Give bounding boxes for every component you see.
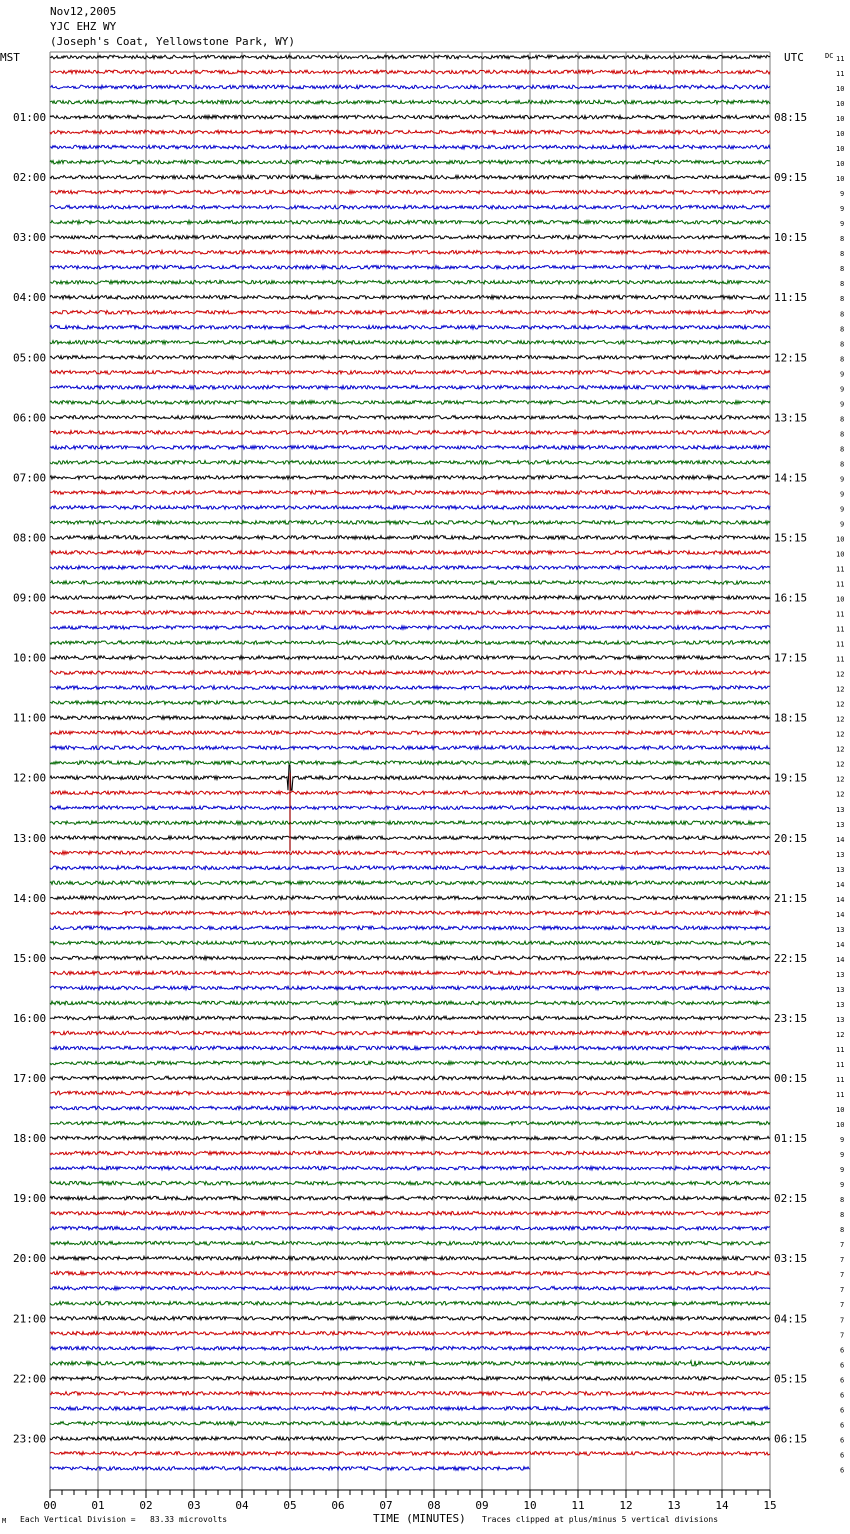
right-hour-label: 05:15 (774, 1372, 808, 1386)
x-tick-label-09: 09 (475, 1499, 489, 1512)
trace-79 (50, 1241, 770, 1245)
trace-0 (50, 55, 770, 59)
x-tick-label-10: 10 (523, 1499, 537, 1512)
dc-offset-value: 11 (836, 565, 845, 574)
dc-offset-value: 14 (836, 940, 845, 949)
trace-55 (50, 881, 770, 885)
dc-offset-value: 8 (840, 310, 845, 319)
trace-11 (50, 220, 770, 224)
trace-50 (50, 806, 770, 810)
right-hour-label: 18:15 (774, 711, 808, 725)
dc-offset-value: 8 (840, 340, 845, 349)
x-tick-label-03: 03 (187, 1499, 201, 1512)
dc-offset-value: 12 (836, 775, 845, 784)
trace-83 (50, 1302, 770, 1306)
dc-offset-value: 8 (840, 1196, 845, 1205)
x-tick-label-01: 01 (91, 1499, 105, 1512)
dc-offset-value: 10 (836, 85, 845, 94)
dc-offset-value: 8 (840, 235, 845, 244)
dc-offset-value: 7 (840, 1316, 845, 1325)
trace-38 (50, 626, 770, 630)
dc-offset-value: 11 (836, 1045, 845, 1054)
x-tick-label-11: 11 (571, 1499, 585, 1512)
right-hour-label: 21:15 (774, 891, 808, 905)
x-axis-title: TIME (MINUTES) (373, 1512, 466, 1525)
trace-66 (50, 1046, 770, 1050)
trace-63 (50, 1001, 770, 1005)
dc-offset-value: 11 (836, 625, 845, 634)
clip-note: Traces clipped at plus/minus 5 vertical divisions (482, 1515, 719, 1524)
dc-offset-value: 9 (840, 370, 845, 379)
trace-42 (50, 686, 770, 690)
dc-offset-value: 9 (840, 520, 845, 529)
trace-1 (50, 70, 770, 74)
trace-15 (50, 280, 770, 284)
x-tick-label-13: 13 (667, 1499, 681, 1512)
trace-44 (50, 716, 770, 720)
dc-offset-value: 11 (836, 55, 845, 63)
trace-18 (50, 326, 770, 330)
dc-offset-value: 10 (836, 175, 845, 184)
trace-69 (50, 1091, 770, 1095)
right-hour-label: 11:15 (774, 291, 808, 305)
station-location: (Joseph's Coat, Yellowstone Park, WY) (50, 35, 296, 48)
dc-offset-value: 7 (840, 1301, 845, 1310)
trace-78 (50, 1226, 770, 1230)
dc-offset-value: 13 (836, 820, 845, 829)
dc-offset-value: 9 (840, 1151, 845, 1160)
dc-offset-value: 11 (836, 70, 845, 79)
left-hour-label: 11:00 (13, 711, 47, 725)
x-tick-label-08: 08 (427, 1499, 441, 1512)
left-hour-label: 05:00 (13, 351, 47, 365)
dc-offset-value: 7 (840, 1271, 845, 1280)
left-timezone-label: MST (0, 51, 20, 64)
right-hour-label: 20:15 (774, 831, 808, 845)
dc-offset-value: 13 (836, 805, 845, 814)
dc-offset-value: 13 (836, 970, 845, 979)
dc-offset-value: 12 (836, 715, 845, 724)
trace-93 (50, 1452, 770, 1456)
trace-35 (50, 581, 770, 585)
right-hour-label: 16:15 (774, 591, 808, 605)
left-hour-label: 12:00 (13, 771, 47, 785)
dc-offset-value: 9 (840, 1166, 845, 1175)
x-tick-label-12: 12 (619, 1499, 633, 1512)
dc-offset-value: 11 (836, 1061, 845, 1070)
dc-offset-value: 12 (836, 730, 845, 739)
x-tick-label-04: 04 (235, 1499, 249, 1512)
dc-offset-value: 12 (836, 670, 845, 679)
dc-offset-value: 10 (836, 1106, 845, 1115)
dc-offset-value: 8 (840, 355, 845, 364)
right-hour-label: 22:15 (774, 951, 808, 965)
dc-offset-value: 7 (840, 1286, 845, 1295)
trace-31 (50, 521, 770, 525)
trace-30 (50, 506, 770, 510)
dc-offset-value: 8 (840, 430, 845, 439)
dc-offset-value: 14 (836, 880, 845, 889)
trace-19 (50, 341, 770, 345)
right-hour-label: 09:15 (774, 171, 808, 185)
right-hour-label: 08:15 (774, 111, 808, 125)
trace-9 (50, 190, 770, 194)
x-tick-label-05: 05 (283, 1499, 297, 1512)
dc-offset-value: 13 (836, 925, 845, 934)
right-hour-label: 06:15 (774, 1432, 808, 1446)
left-hour-label: 18:00 (13, 1132, 47, 1146)
trace-85 (50, 1332, 770, 1336)
right-hour-label: 02:15 (774, 1192, 808, 1206)
trace-72 (50, 1136, 770, 1140)
trace-61 (50, 971, 770, 975)
trace-25 (50, 431, 770, 435)
trace-8 (50, 175, 770, 179)
left-hour-label: 22:00 (13, 1372, 47, 1386)
x-axis-ticks (43, 1490, 776, 1512)
dc-offset-value: 9 (840, 205, 845, 214)
trace-24 (50, 416, 770, 420)
trace-68 (50, 1076, 770, 1080)
dc-offset-value: 14 (836, 910, 845, 919)
left-hour-label: 14:00 (13, 891, 47, 905)
trace-49 (50, 791, 770, 795)
left-hour-label: 03:00 (13, 231, 47, 245)
trace-82 (50, 1286, 770, 1290)
dc-offset-value: 12 (836, 1030, 845, 1039)
dc-offset-value: 8 (840, 265, 845, 274)
dc-offset-value: 6 (840, 1376, 845, 1385)
trace-43 (50, 701, 770, 705)
dc-offset-value: 7 (840, 1331, 845, 1340)
trace-90 (50, 1407, 770, 1411)
trace-45 (50, 731, 770, 735)
trace-36 (50, 596, 770, 600)
trace-57 (50, 911, 770, 915)
trace-40 (50, 656, 770, 660)
dc-offset-value: 9 (840, 190, 845, 199)
dc-offset-value: 11 (836, 1076, 845, 1085)
trace-26 (50, 446, 770, 450)
trace-60 (50, 956, 770, 960)
x-tick-label-00: 00 (43, 1499, 57, 1512)
trace-76 (50, 1196, 770, 1200)
left-hour-label: 15:00 (13, 951, 47, 965)
trace-84 (50, 1317, 770, 1321)
trace-46 (50, 746, 770, 750)
dc-offset-value: 10 (836, 115, 845, 124)
trace-58 (50, 926, 770, 930)
dc-offset-value: 13 (836, 865, 845, 874)
dc-offset-value: 6 (840, 1361, 845, 1370)
trace-37 (50, 611, 770, 615)
trace-2 (50, 85, 770, 89)
x-tick-label-15: 15 (763, 1499, 777, 1512)
dc-offset-value: 14 (836, 835, 845, 844)
trace-59 (50, 941, 770, 945)
dc-offset-value: 11 (836, 640, 845, 649)
right-hour-label: 01:15 (774, 1132, 808, 1146)
trace-41 (50, 671, 770, 675)
x-tick-label-07: 07 (379, 1499, 393, 1512)
dc-offset-value: 7 (840, 1256, 845, 1265)
trace-21 (50, 371, 770, 375)
dc-offset-value: 7 (840, 1241, 845, 1250)
trace-74 (50, 1166, 770, 1170)
dc-offset-value: 8 (840, 1211, 845, 1220)
dc-offset-value: 11 (836, 580, 845, 589)
left-hour-label: 01:00 (13, 111, 47, 125)
trace-81 (50, 1271, 770, 1275)
trace-7 (50, 160, 770, 164)
trace-20 (50, 356, 770, 360)
dc-offset-value: 10 (836, 1121, 845, 1130)
trace-22 (50, 386, 770, 390)
dc-offset-value: 12 (836, 700, 845, 709)
dc-offset-value: 6 (840, 1436, 845, 1445)
left-hour-label: 10:00 (13, 651, 47, 665)
dc-offset-value: 12 (836, 760, 845, 769)
dc-offset-value: 13 (836, 850, 845, 859)
trace-89 (50, 1392, 770, 1396)
dc-offset-value: 8 (840, 1226, 845, 1235)
trace-33 (50, 551, 770, 555)
trace-13 (50, 250, 770, 254)
left-hour-label: 20:00 (13, 1252, 47, 1266)
dc-offset-value: 8 (840, 460, 845, 469)
right-timezone-label: UTC (784, 51, 804, 64)
trace-88 (50, 1377, 770, 1381)
trace-51 (50, 821, 770, 825)
trace-47 (50, 761, 770, 765)
dc-offset-value: 9 (840, 505, 845, 514)
trace-32 (50, 536, 770, 540)
dc-offset-value: 6 (840, 1466, 845, 1475)
trace-62 (50, 986, 770, 990)
trace-75 (50, 1181, 770, 1185)
dc-offset-value: 11 (836, 1091, 845, 1100)
left-hour-label: 13:00 (13, 831, 47, 845)
trace-39 (50, 641, 770, 645)
trace-71 (50, 1121, 770, 1125)
trace-91 (50, 1422, 770, 1426)
trace-65 (50, 1031, 770, 1035)
right-hour-label: 10:15 (774, 231, 808, 245)
dc-offset-value: 8 (840, 250, 845, 259)
seismic-traces (50, 55, 770, 1470)
trace-67 (50, 1061, 770, 1065)
left-hour-label: 04:00 (13, 291, 47, 305)
dc-offset-value: 10 (836, 145, 845, 154)
station-code: YJC EHZ WY (50, 20, 117, 33)
trace-34 (50, 566, 770, 570)
right-hour-label: 19:15 (774, 771, 808, 785)
trace-17 (50, 311, 770, 315)
x-tick-label-06: 06 (331, 1499, 345, 1512)
trace-87 (50, 1361, 770, 1366)
dc-offset-value: 10 (836, 535, 845, 544)
dc-offset-value: 10 (836, 550, 845, 559)
axis-labels (0, 51, 844, 1474)
left-hour-label: 06:00 (13, 411, 47, 425)
dc-offset-value: 6 (840, 1421, 845, 1430)
right-hour-label: 00:15 (774, 1072, 808, 1086)
dc-offset-value: 8 (840, 280, 845, 289)
right-hour-label: 04:15 (774, 1312, 808, 1326)
left-hour-label: 21:00 (13, 1312, 47, 1326)
right-hour-label: 13:15 (774, 411, 808, 425)
dc-offset-value: 13 (836, 985, 845, 994)
trace-70 (50, 1106, 770, 1110)
right-hour-label: 12:15 (774, 351, 808, 365)
dc-offset-value: 9 (840, 220, 845, 229)
trace-64 (50, 1016, 770, 1020)
right-hour-label: 03:15 (774, 1252, 808, 1266)
trace-80 (50, 1256, 770, 1260)
dc-offset-value: 13 (836, 1015, 845, 1024)
trace-16 (50, 295, 770, 299)
dc-offset-value: 11 (836, 610, 845, 619)
dc-offset-value: 10 (836, 100, 845, 109)
dc-offset-value: 13 (836, 1000, 845, 1009)
dc-offset-value: 8 (840, 445, 845, 454)
dc-offset-value: 14 (836, 895, 845, 904)
left-hour-label: 23:00 (13, 1432, 47, 1446)
trace-56 (50, 896, 770, 900)
right-hour-label: 15:15 (774, 531, 808, 545)
dc-offset-value: 6 (840, 1451, 845, 1460)
dc-offset-value: 14 (836, 955, 845, 964)
trace-3 (50, 100, 770, 104)
dc-offset-value: 9 (840, 385, 845, 394)
trace-48 (50, 765, 770, 790)
left-hour-label: 17:00 (13, 1072, 47, 1086)
trace-12 (50, 235, 770, 239)
record-date: Nov12,2005 (50, 5, 117, 18)
dc-offset-value: 12 (836, 790, 845, 799)
dc-offset-value: 9 (840, 400, 845, 409)
dc-offset-value: 10 (836, 160, 845, 169)
right-hour-label: 17:15 (774, 651, 808, 665)
left-hour-label: 16:00 (13, 1011, 47, 1025)
dc-offset-value: 11 (836, 655, 845, 664)
left-hour-label: 09:00 (13, 591, 47, 605)
right-hour-label: 14:15 (774, 471, 808, 485)
trace-29 (50, 491, 770, 495)
left-mark: M (2, 1517, 7, 1525)
dc-offset-value: 6 (840, 1391, 845, 1400)
dc-offset-value: 9 (840, 1181, 845, 1190)
trace-10 (50, 205, 770, 209)
right-hour-label: 23:15 (774, 1011, 808, 1025)
trace-73 (50, 1151, 770, 1155)
left-hour-label: 19:00 (13, 1192, 47, 1206)
trace-28 (50, 476, 770, 480)
dc-offset-value: 8 (840, 295, 845, 304)
left-hour-label: 08:00 (13, 531, 47, 545)
trace-5 (50, 130, 770, 134)
x-tick-label-02: 02 (139, 1499, 153, 1512)
trace-27 (50, 461, 770, 465)
trace-77 (50, 1211, 770, 1215)
trace-4 (50, 115, 770, 119)
trace-52 (50, 836, 770, 840)
left-hour-label: 02:00 (13, 171, 47, 185)
dc-offset-value: 10 (836, 130, 845, 139)
dc-offset-value: 12 (836, 745, 845, 754)
dc-offset-value: 9 (840, 490, 845, 499)
left-hour-label: 07:00 (13, 471, 47, 485)
scale-note: Each Vertical Division = 83.33 microvolts (20, 1515, 228, 1524)
dc-offset-value: 6 (840, 1406, 845, 1415)
dc-offset-value: 8 (840, 415, 845, 424)
dc-offset-value: 10 (836, 595, 845, 604)
trace-54 (50, 866, 770, 870)
trace-86 (50, 1347, 770, 1351)
trace-23 (50, 401, 770, 405)
trace-53 (50, 851, 770, 855)
dc-offset-value: 9 (840, 1136, 845, 1145)
dc-offset-value: 9 (840, 475, 845, 484)
dc-offset-value: 12 (836, 685, 845, 694)
trace-6 (50, 145, 770, 149)
x-tick-label-14: 14 (715, 1499, 729, 1512)
dc-offset-value: 8 (840, 325, 845, 334)
trace-92 (50, 1437, 770, 1441)
trace-14 (50, 265, 770, 269)
dc-offset-header: DC (825, 52, 834, 60)
dc-offset-value: 6 (840, 1346, 845, 1355)
